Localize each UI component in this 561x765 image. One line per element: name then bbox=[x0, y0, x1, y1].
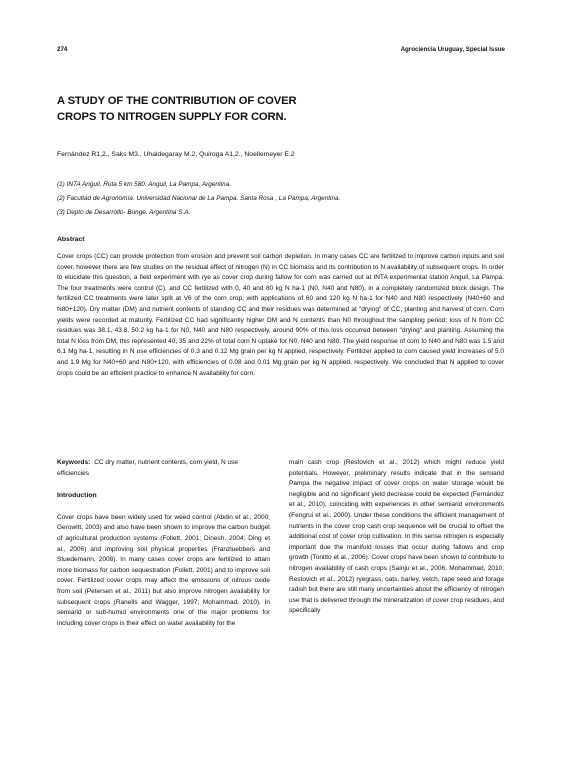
abstract-heading: Abstract bbox=[57, 236, 85, 243]
introduction-heading: Introduction bbox=[57, 492, 97, 500]
page-number: 274 bbox=[57, 46, 68, 53]
introduction-right-text: main cash crop (Restovich et al., 2012) which might reduce yield potentials. However, preliminary results indicate that in the semiarid Pampa the negative impact of cover crops on water storage would be negligible and no significant yield decrease could be expected (Fernández et al., 2010), coinciding with experiences in other semiarid environments (Fengrui et al., 2000). Under these conditions the efficient management of nutrients in the cover crop cash crop sequence will be crucial to offset the additional cost of cover crop cultivation. In this sense nitrogen is especially important due the manifold losses that occur during fallows and crop growth (Tonitto et al., 2006). Cover crops have been shown to contribute to nitrogen availability of cash crops (Sainju et al., 2006; Mohammad, 2010; Restovich et al., 2012) ryegrass, oats, barley, vetch, rape seed and forage radish but there are still many uncertainties about the efficiency of nitrogen use that is delivered through the mineralization of cover crop residues, and specifically bbox=[289, 459, 504, 615]
title-line-1: A STUDY OF THE CONTRIBUTION OF COVER bbox=[57, 95, 297, 107]
affiliation-3: (3) Depto de Desarrollo- Bunge. Argentina S.A. bbox=[57, 209, 191, 216]
abstract-text: Cover crops (CC) can provide protection from erosion and prevent soil carbon depletion. In many cases CC are fertilized to improve carbon inputs and soil cover, however there are few studies on the residual effect of nitrogen (N) in CC biomass and its contribution to N availability of subsequent crops. In order to elucidate this question, a field experiment with rye as cover crop during fallow for corn was carried out at INTA experimental station Anguil, La Pampa. The four treatments were control (C), and CC fertilized with 0, 40 and 80 kg N ha-1 (N0, N40 and N80), in a completely randomized block design. The fertilized CC treatments were later split at V6 of the corn crop, with applications of 60 and 120 kg N ha-1 for N40 and N80 respectively (N40+60 and N80+120). Dry matter (DM) and nutrient contents of standing CC and their residues was determined at "drying" of CC, planting and harvest of corn. Corn yields were recorded at maturity. Fertilized CC had significantly higher DM and N contents than N0 throughout the sampling period; loss of N from CC residues was 38.1, 43.8, 50.2 kg ha-1 for N0, N40 and N80 respectively, around 90% of this loss occurred between "drying" and planting. Assuming the total N loss from DM, this represented 40, 35 and 22% of total corn N uptake for N0, N40 and N80. The yield response of corn to N40 and N80 was 1.5 and 6.1 Mg ha-1, resulting in N use efficiencies of 0.3 and 0.12 Mg grain per kg N applied, respectively. Fertilizer applied to corn caused yield increases of 5.0 and 1.9 Mg for N40+60 and N80+120, with efficiencies of 0.08 and 0.01 Mg grain per kg N applied, respectively. We concluded that N applied to cover crops could be an efficient practice to enhance N availability for corn. bbox=[57, 253, 504, 377]
author-list: Fernández R1,2., Saks M3., Uhaldegaray M.2, Quiroga A1,2., Noellemeyer E.2 bbox=[57, 151, 295, 158]
keywords-text: CC dry matter, nutrient contents, corn yield, N use efficiencies bbox=[57, 459, 239, 477]
keywords bbox=[57, 458, 270, 479]
introduction-left-text: Cover crops have been widely used for weed control (Abdin et al., 2000; Gerowitt, 2003) and also have been shown to improve the carbon budget of agricultural production systems (Follett, 2001; Dinesh, 2004; Ding et al., 2006) and improving soil physical properties (Franzluebbers and Stuedemann, 2008). In many cases cover crops are fertilized to attain more biomass for carbon sequestration (Follett, 2001) and to improve soil cover. Fertilized cover crops may affect the emissions of nitrous oxide from soil (Petersen et al., 2011) but also improve nitrogen availability for subsequent crops (Ranells and Wagger, 1997; Mohammad, 2010). In semiarid or sub-humid environments one of the major problems for including cover crops is their effect on water availability for the bbox=[57, 513, 270, 627]
title-line-2: CROPS TO NITROGEN SUPPLY FOR CORN. bbox=[57, 110, 287, 123]
left-column bbox=[57, 458, 270, 629]
affiliation-2: (2) Facultad de Agronomía. Universidad Nacional de La Pampa. Santa Rosa , La Pampa, Argentina. bbox=[57, 195, 341, 202]
journal-header: Agrociencia Uruguay, Special Issue bbox=[400, 46, 505, 53]
paper-title bbox=[57, 94, 437, 125]
right-column bbox=[289, 458, 504, 617]
keywords-label: Keywords: bbox=[57, 459, 91, 466]
affiliation-1: (1) INTA Anguil. Ruta 5 km 580. Anguil, La Pampa, Argentina. bbox=[57, 181, 232, 188]
